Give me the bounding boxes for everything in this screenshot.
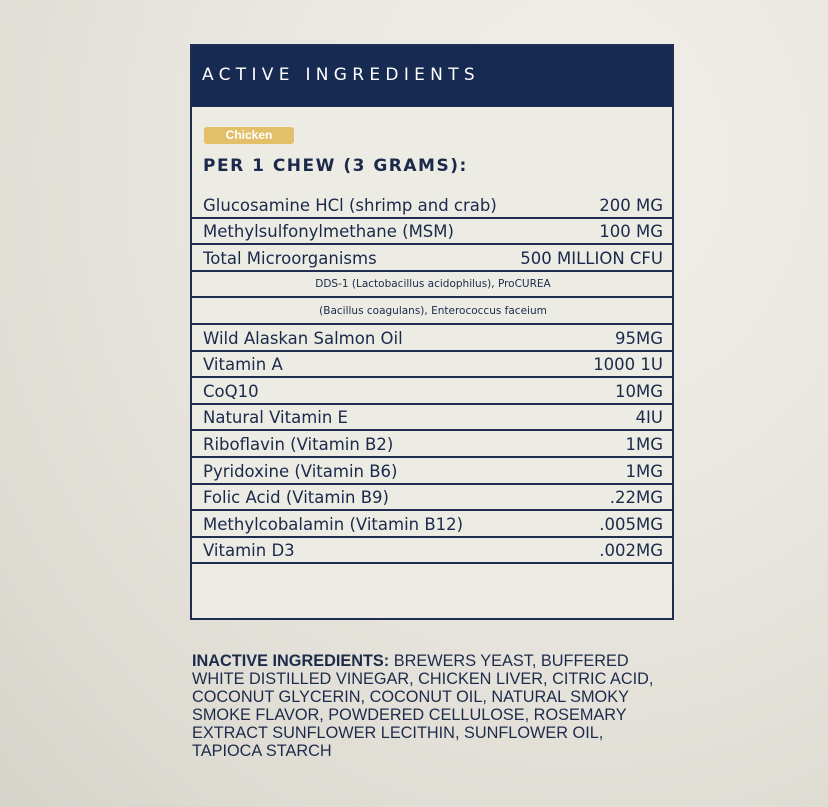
table-row bbox=[192, 192, 672, 219]
table-row bbox=[192, 325, 672, 352]
table-row bbox=[192, 272, 672, 299]
ingredient-amount: 1MG bbox=[625, 434, 663, 454]
ingredient-name: Glucosamine HCl (shrimp and crab) bbox=[203, 195, 497, 215]
table-row bbox=[192, 405, 672, 432]
active-ingredients-panel bbox=[190, 44, 674, 620]
table-row bbox=[192, 352, 672, 379]
row-note: (Bacillus coagulans), Enterococcus faceium bbox=[319, 304, 547, 317]
table-row bbox=[192, 245, 672, 272]
ingredient-amount: 95MG bbox=[614, 328, 663, 348]
ingredient-name: CoQ10 bbox=[203, 381, 259, 401]
flavor-badge: Chicken bbox=[204, 127, 294, 144]
ingredient-amount: 200 MG bbox=[599, 195, 663, 215]
table-row bbox=[192, 431, 672, 458]
ingredient-amount: .002MG bbox=[599, 541, 663, 561]
ingredient-name: Vitamin D3 bbox=[203, 541, 295, 561]
ingredient-amount: 500 MILLION CFU bbox=[520, 248, 663, 268]
ingredient-name: Methylsulfonylmethane (MSM) bbox=[203, 222, 454, 242]
ingredient-name: Riboflavin (Vitamin B2) bbox=[203, 434, 394, 454]
ingredient-name: Wild Alaskan Salmon Oil bbox=[203, 328, 403, 348]
panel-title: ACTIVE INGREDIENTS bbox=[202, 65, 480, 85]
table-row bbox=[192, 485, 672, 512]
table-row bbox=[192, 378, 672, 405]
table-row bbox=[192, 219, 672, 246]
serving-title: PER 1 CHEW (3 GRAMS): bbox=[203, 156, 468, 176]
ingredients-table bbox=[192, 192, 672, 564]
table-row bbox=[192, 538, 672, 565]
ingredient-amount: .005MG bbox=[599, 514, 663, 534]
table-row bbox=[192, 458, 672, 485]
ingredient-amount: 100 MG bbox=[599, 222, 663, 242]
ingredient-name: Total Microorganisms bbox=[203, 248, 377, 268]
inactive-label: INACTIVE INGREDIENTS: bbox=[192, 652, 390, 670]
row-note: DDS-1 (Lactobacillus acidophilus), ProCUREA bbox=[315, 278, 551, 291]
table-row bbox=[192, 511, 672, 538]
ingredient-name: Pyridoxine (Vitamin B6) bbox=[203, 461, 398, 481]
ingredient-amount: 4IU bbox=[635, 408, 663, 428]
ingredient-amount: 1000 1U bbox=[593, 355, 663, 375]
ingredient-amount: 1MG bbox=[625, 461, 663, 481]
ingredient-name: Folic Acid (Vitamin B9) bbox=[203, 488, 389, 508]
table-row bbox=[192, 298, 672, 325]
panel-header bbox=[192, 46, 672, 107]
ingredient-name: Methylcobalamin (Vitamin B12) bbox=[203, 514, 464, 534]
ingredient-name: Natural Vitamin E bbox=[203, 408, 348, 428]
ingredient-amount: 10MG bbox=[614, 381, 663, 401]
inactive-ingredients bbox=[192, 652, 672, 760]
inactive-text: BREWERS YEAST, BUFFERED WHITE DISTILLED VINEGAR, CHICKEN LIVER, CITRIC ACID, COCONUT GLYCERIN, COCONUT OIL, NATURAL SMOKY SMOKE FLAVOR, POWDERED CELLULOSE, ROSEMARY EXTRACT SUNFLOWER LECITHIN, SUNFLOWER OIL, TAPIOCA STARCH bbox=[192, 652, 654, 760]
ingredient-amount: .22MG bbox=[609, 488, 663, 508]
ingredient-name: Vitamin A bbox=[203, 355, 283, 375]
